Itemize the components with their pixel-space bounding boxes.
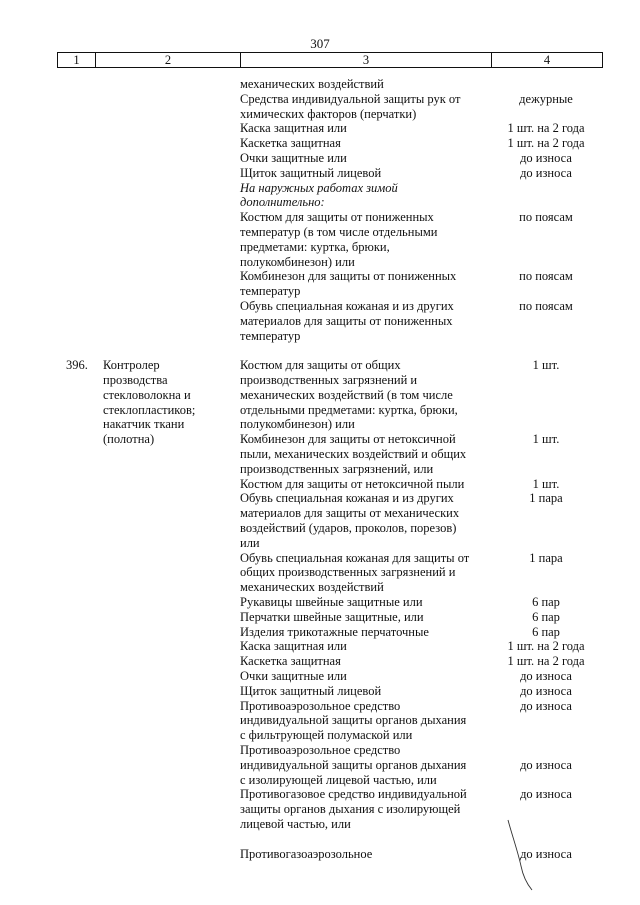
norm-cell: 6 пар (532, 595, 560, 609)
item-cell: Перчатки швейные защитные, или (240, 609, 424, 624)
item-cell: Каскетка защитная (240, 136, 341, 151)
norm-cell: 6 пар (532, 609, 560, 624)
item-cell: полукомбинезон) или (240, 254, 355, 269)
profession-cell: стеклопластиков; (103, 402, 196, 417)
item-cell: или (240, 535, 260, 550)
item-cell: индивидуальной защиты органов дыхания (240, 757, 467, 772)
item-cell: лицевой частью, или (240, 817, 351, 831)
item-cell: производственных загрязнений, или (240, 461, 434, 476)
norm-cell: по поясам (519, 299, 573, 313)
item-cell: Щиток защитный лицевой (240, 683, 382, 698)
item-cell: химических факторов (перчатки) (240, 106, 417, 121)
item-cell: пыли, механических воздействий и общих (240, 447, 467, 461)
norm-cell: до износа (520, 757, 572, 772)
item-cell: Очки защитные или (240, 151, 347, 165)
item-cell: материалов для защиты от пониженных (240, 313, 453, 328)
norm-cell: до износа (520, 151, 572, 165)
item-cell: Средства индивидуальной защиты рук от (240, 91, 461, 106)
item-cell: механических воздействий (240, 77, 384, 91)
item-cell: защиты органов дыхания с изолирующей (240, 802, 461, 817)
norm-cell: до износа (520, 165, 572, 180)
item-cell: температур (240, 328, 301, 343)
norm-cell: до износа (520, 846, 572, 861)
item-cell: воздействий (ударов, проколов, порезов) (240, 521, 457, 535)
norm-cell: до износа (520, 683, 572, 698)
item-cell: с изолирующей лицевой частью, или (240, 772, 437, 787)
item-cell: материалов для защиты от механических (240, 506, 460, 521)
item-cell: Костюм для защиты от нетоксичной пыли (240, 476, 465, 491)
norm-cell: 1 шт. на 2 года (507, 121, 585, 136)
norm-cell: до износа (520, 669, 572, 683)
page-number: 307 (310, 36, 330, 51)
item-cell: температур (240, 284, 301, 299)
item-cell: с фильтрующей полумаской или (240, 728, 413, 743)
item-cell: предметами: куртка, брюки, (240, 239, 390, 254)
item-cell: общих производственных загрязнений и (240, 565, 456, 580)
item-cell: Обувь специальная кожаная для защиты от (240, 550, 470, 565)
item-cell: Противогазоаэрозольное (240, 846, 373, 861)
item-cell: Каскетка защитная (240, 654, 341, 669)
item-cell: температур (в том числе отдельными (240, 225, 438, 239)
col-header-3: 3 (241, 53, 492, 68)
profession-cell: накатчик ткани (103, 417, 185, 432)
item-cell: производственных загрязнений и (240, 373, 418, 387)
item-cell: механических воздействий (в том числе (240, 387, 453, 402)
profession-cell: прозводства (103, 373, 168, 387)
col-header-4: 4 (492, 53, 603, 68)
item-cell: дополнительно: (240, 195, 325, 210)
norm-cell: 1 пара (529, 550, 563, 565)
profession-cell: (полотна) (103, 432, 155, 447)
norm-cell: 1 шт. на 2 года (507, 639, 585, 654)
item-cell: Комбинезон для защиты от нетоксичной (240, 432, 456, 447)
item-cell: Противоаэрозольное средство (240, 743, 401, 757)
profession-cell: Контролер (103, 358, 160, 373)
col-header-1: 1 (58, 53, 96, 68)
item-cell: Обувь специальная кожаная и из других (240, 491, 454, 506)
item-cell: Противогазовое средство индивидуальной (240, 787, 467, 802)
item-cell: индивидуальной защиты органов дыхания (240, 713, 467, 728)
norm-cell: 1 шт. (532, 432, 560, 447)
item-cell: полукомбинезон) или (240, 417, 355, 432)
norm-cell: до износа (520, 698, 572, 713)
item-cell: отдельными предметами: куртка, брюки, (240, 402, 458, 417)
norm-cell: по поясам (519, 269, 573, 284)
norm-cell: 1 пара (529, 491, 563, 506)
item-cell: Рукавицы швейные защитные или (240, 595, 423, 609)
row-index: 396. (66, 358, 88, 373)
item-cell: Костюм для защиты от общих (240, 358, 401, 373)
norm-cell: до износа (520, 787, 572, 802)
item-cell: Каска защитная или (240, 121, 347, 136)
norm-cell: 1 шт. на 2 года (507, 136, 585, 151)
norm-cell: дежурные (519, 91, 573, 106)
item-cell: Щиток защитный лицевой (240, 165, 382, 180)
item-cell: Костюм для защиты от пониженных (240, 210, 434, 225)
norm-cell: по поясам (519, 210, 573, 225)
item-cell: механических воздействий (240, 580, 384, 595)
norm-cell: 1 шт. (532, 358, 560, 373)
item-cell: Очки защитные или (240, 669, 347, 683)
norm-cell: 1 шт. (532, 476, 560, 491)
item-cell: Противоаэрозольное средство (240, 698, 401, 713)
item-cell: Каска защитная или (240, 639, 347, 654)
col-header-2: 2 (96, 53, 241, 68)
item-cell: Изделия трикотажные перчаточные (240, 624, 429, 639)
norm-cell: 1 шт. на 2 года (507, 654, 585, 669)
norm-cell: 6 пар (532, 624, 560, 639)
item-cell: Обувь специальная кожаная и из других (240, 299, 454, 313)
profession-cell: стекловолокна и (103, 387, 191, 402)
item-cell: Комбинезон для защиты от пониженных (240, 269, 457, 284)
item-cell: На наружных работах зимой (240, 180, 398, 195)
